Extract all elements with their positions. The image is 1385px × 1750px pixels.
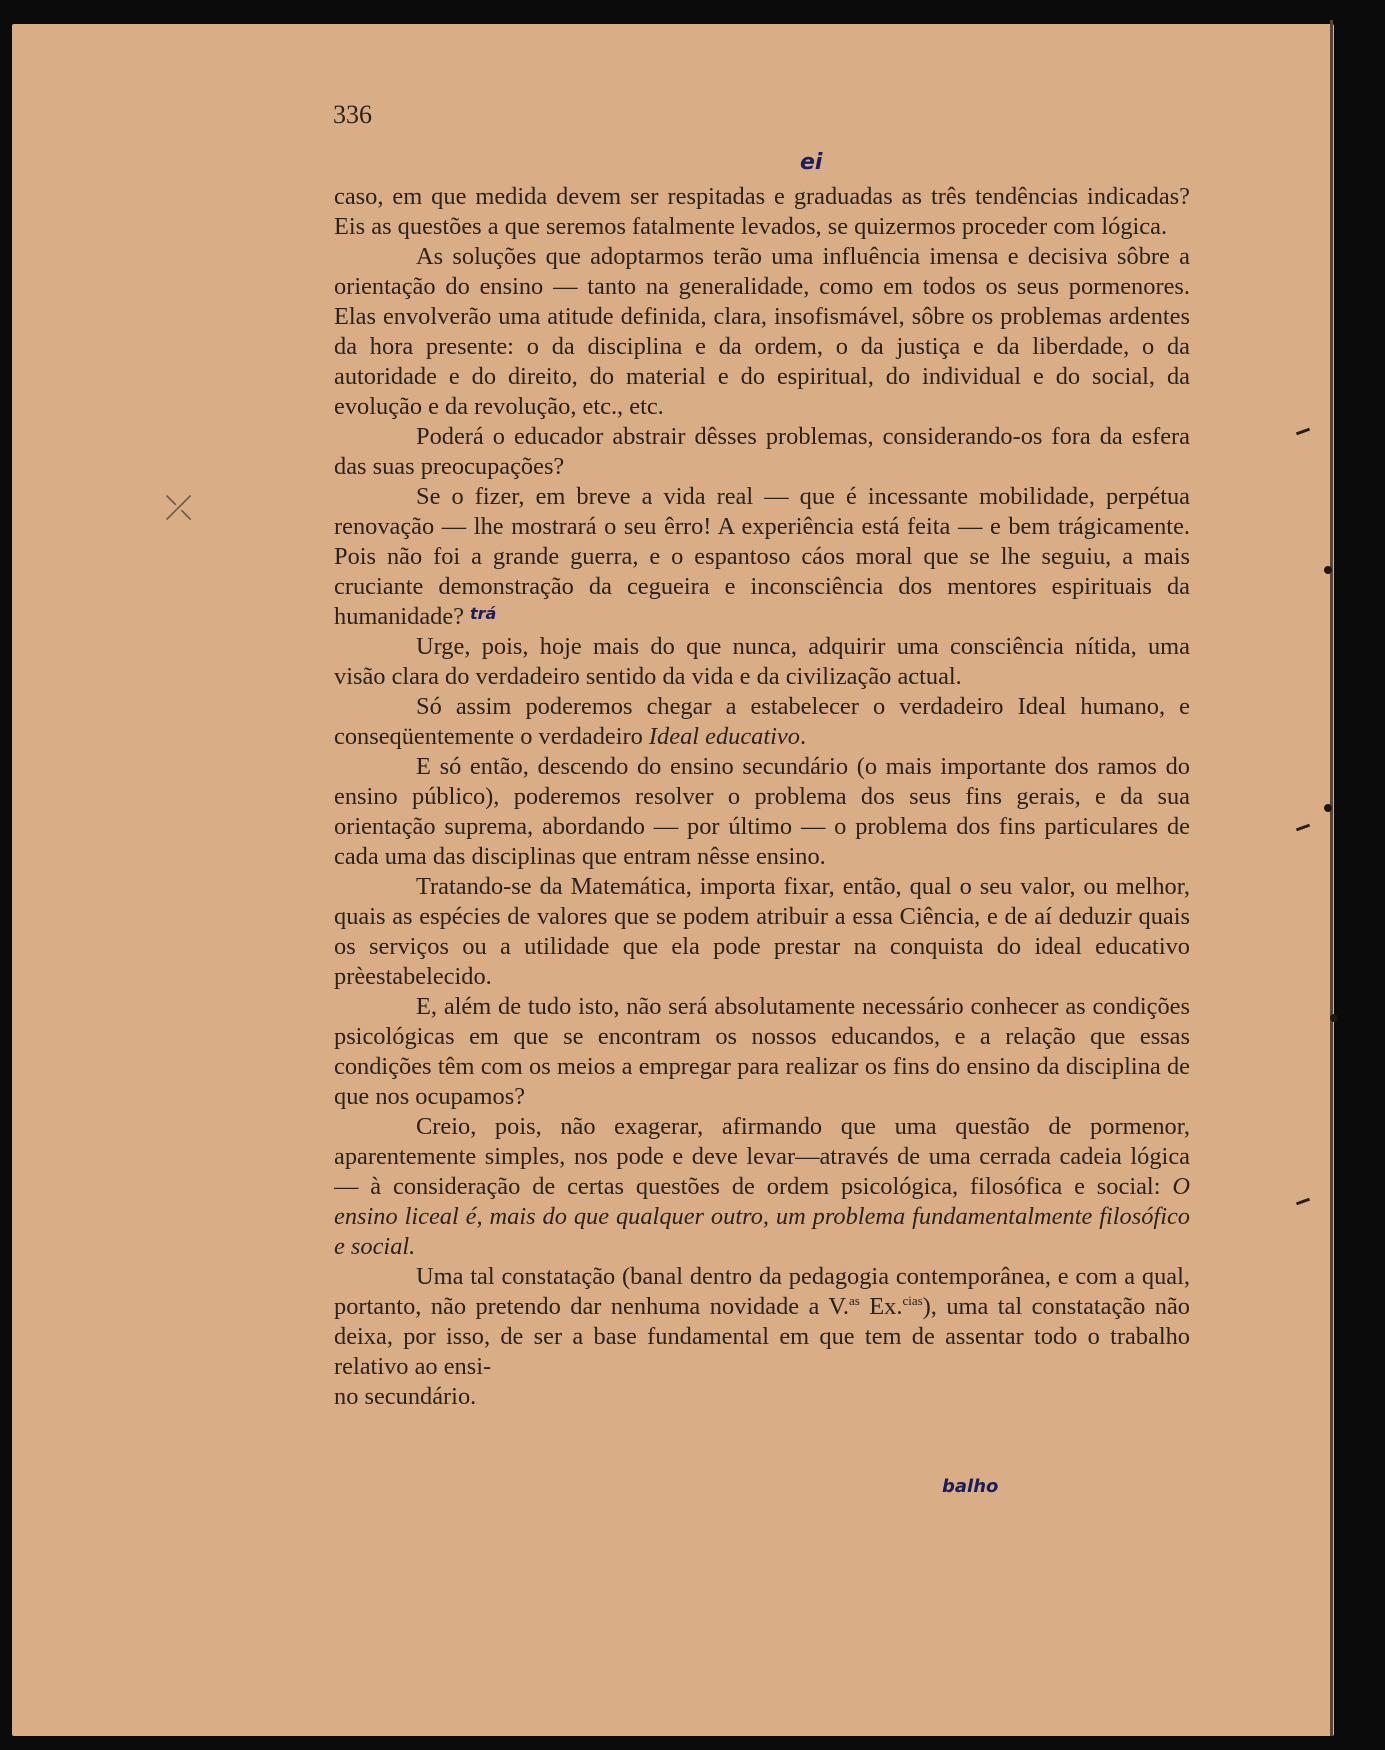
paragraph: E, além de tudo isto, não será absolutamente necessário conhecer as condições psicológicas em que se encontram os nossos educandos, e a relação que essas condições têm com os meios a empregar para realizar os fins do ensino da disciplina de que nos ocupamos?	[334, 993, 1190, 1110]
page-number: 336	[333, 100, 372, 129]
paragraph-italic-text: O ensino liceal é, mais do que qualquer outro, um problema fundamentalmente filosófico e social.	[334, 1173, 1190, 1260]
handwritten-correction-mark: trá	[470, 604, 497, 623]
handwritten-correction-mark: balho	[942, 1476, 999, 1497]
margin-dot	[1324, 566, 1332, 574]
paragraph: Poderá o educador abstrair dêsses problemas, considerando-os fora da esfera das suas preocupações?	[334, 423, 1190, 480]
paragraph: As soluções que adoptarmos terão uma influência imensa e decisiva sôbre a orientação do ensino — tanto na generalidade, como em todos os seus pormenores. Elas envolverão uma atitude definida, clara, insofismável, sôbre os problemas ardentes da hora presente: o da disciplina e da ordem, o da justiça e da liberdade, o da autoridade e do direito, do material e do espiritual, do individual e do social, da evolução e da revolução, etc., etc.	[334, 243, 1190, 420]
paragraph-text: Uma tal constatação (banal dentro da pedagogia contemporânea, e com a qual, portanto, não pretendo dar nenhuma novidade a V.	[334, 1263, 1190, 1320]
paragraph-text: Ex.	[859, 1293, 903, 1320]
page-body-text	[334, 182, 1190, 1412]
paragraph-creio	[334, 1112, 1190, 1262]
paragraph-text: Só assim poderemos chegar a estabelecer o verdadeiro Ideal humano, e conseqüentemente o verdadeiro	[334, 693, 1190, 750]
paragraph: Se o fizer, em breve a vida real — que é incessante mobilidade, perpétua renovação — lhe mostrará o seu êrro! A experiência está feita — e bem trágicamente. Pois não foi a grande guerra, e o espantoso cáos moral que se lhe seguiu, a mais cruciante demonstração da cegueira e inconsciência dos mentores espirituais da humanidade?	[334, 483, 1190, 630]
paragraph-text: Creio, pois, não exagerar, afirmando que uma questão de pormenor, aparentemente simples, nos pode e deve levar—através de uma cerrada cadeia lógica — à consideração de certas questões de ordem psicológica, filosófica e social:	[334, 1113, 1190, 1200]
paragraph-text: .	[799, 723, 807, 750]
paragraph-constatacao	[334, 1262, 1190, 1382]
margin-dot	[1330, 1014, 1338, 1022]
superscript-abbrev: cias	[902, 1293, 923, 1308]
page-binding-edge	[1330, 20, 1333, 1736]
paragraph-ideal-educativo	[334, 692, 1190, 752]
paragraph-continuation: no secundário.	[334, 1383, 477, 1410]
paragraph: E só então, descendo do ensino secundário (o mais importante dos ramos do ensino público), poderemos resolver o problema dos seus fins gerais, e da sua orientação suprema, abordando — por último — o problema dos fins particulares de cada uma das disciplinas que entram nêsse ensino.	[334, 753, 1190, 870]
handwritten-correction-mark: ei	[800, 150, 823, 175]
paragraph: caso, em que medida devem ser respitadas e graduadas as três tendências indicadas? Eis as questões a que seremos fatalmente levados, se quizermos proceder com lógica.	[334, 183, 1190, 240]
paragraph-italic-text: Ideal educativo	[648, 723, 800, 750]
paragraph: Tratando-se da Matemática, importa fixar, então, qual o seu valor, ou melhor, quais as espécies de valores que se podem atribuir a essa Ciência, e de aí deduzir quais os serviços ou a utilidade que ela pode prestar na conquista do ideal educativo prèestabelecido.	[334, 873, 1190, 990]
pencil-cross-mark: ⤫	[165, 488, 193, 528]
superscript-abbrev: as	[848, 1293, 860, 1308]
paragraph: Urge, pois, hoje mais do que nunca, adquirir uma consciência nítida, uma visão clara do verdadeiro sentido da vida e da civilização actual.	[334, 633, 1190, 690]
paragraph-text: ), uma tal constatação não deixa, por isso, de ser a base fundamental em que tem de assentar todo o trabalho relativo ao ensi-	[334, 1293, 1190, 1380]
margin-dot	[1324, 804, 1332, 812]
